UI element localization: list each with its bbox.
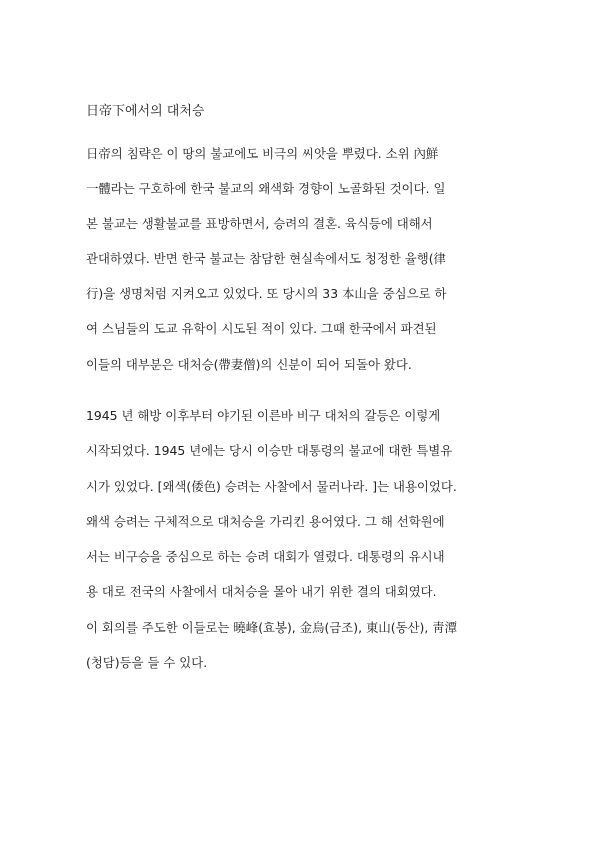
paragraph1-line-4: 관대하였다. 반면 한국 불교는 참담한 현실속에서도 청정한 율행(律 [86, 251, 446, 266]
paragraph1-line-2: 一體라는 구호하에 한국 불교의 왜색화 경향이 노골화된 것이다. 일 [86, 181, 446, 196]
paragraph1-line-1: 日帝의 침략은 이 땅의 불교에도 비극의 씨앗을 뿌렸다. 소위 內鮮 [86, 146, 439, 161]
paragraph1-line-6: 여 스님들의 도교 유학이 시도된 적이 있다. 그때 한국에서 파견된 [86, 321, 437, 336]
document-heading: 日帝下에서의 대처승 [86, 104, 205, 119]
paragraph1-line-5: 行)을 생명처럼 지켜오고 있었다. 또 당시의 33 本山을 중심으로 하 [86, 286, 447, 301]
paragraph2-line-5: 서는 비구승을 중심으로 하는 승려 대회가 열렸다. 대통령의 유시내 [86, 549, 445, 564]
paragraph2-line-7: 이 회의를 주도한 이들로는 曉峰(효봉), 金烏(금조), 東山(동산), 靑潭 [86, 620, 457, 635]
paragraph2-line-6: 용 대로 전국의 사찰에서 대처승을 몰아 내기 위한 결의 대회였다. [86, 584, 437, 599]
paragraph1-line-3: 본 불교는 생활불교를 표방하면서, 승려의 결혼. 육식등에 대해서 [86, 216, 433, 231]
paragraph2-line-1: 1945 년 해방 이후부터 야기된 이른바 비구 대처의 갈등은 이렇게 [86, 408, 441, 423]
paragraph2-line-2: 시작되었다. 1945 년에는 당시 이승만 대통령의 불교에 대한 특별유 [86, 443, 453, 458]
paragraph2-line-3: 시가 있었다. [왜색(倭色) 승려는 사찰에서 물러나라. ]는 내용이었다. [86, 479, 457, 494]
paragraph1-line-7: 이들의 대부분은 대처승(帶妻僧)의 신분이 되어 되돌아 왔다. [86, 357, 412, 372]
paragraph2-line-4: 왜색 승려는 구체적으로 대처승을 가리킨 용어였다. 그 해 선학원에 [86, 514, 445, 529]
paragraph2-line-8: (청담)등을 들 수 있다. [86, 655, 208, 670]
